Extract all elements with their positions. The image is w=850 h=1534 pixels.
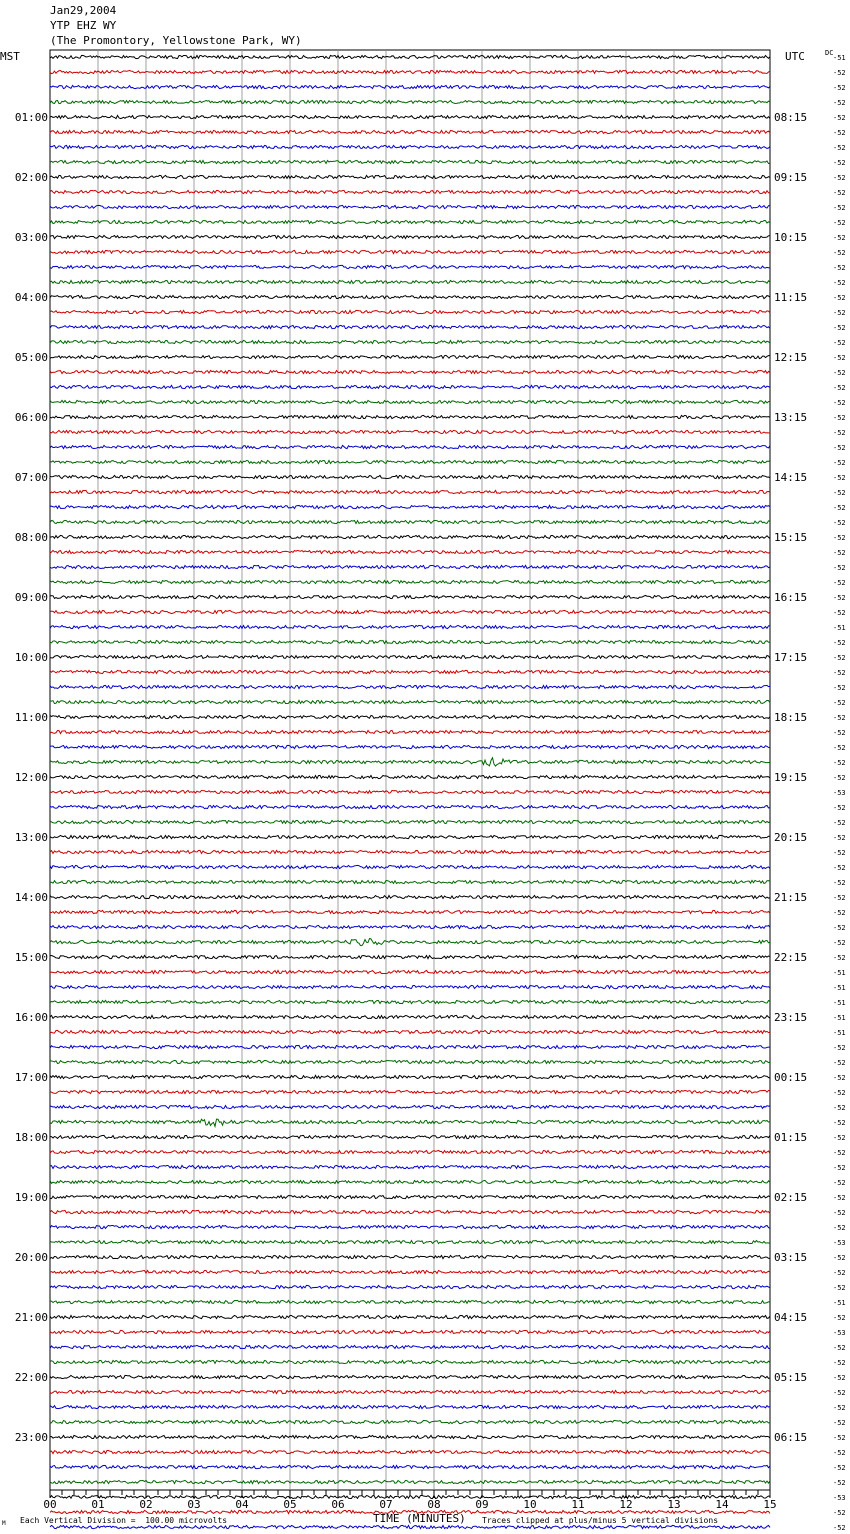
dc-offset-label: -52 — [833, 1464, 846, 1472]
right-hour-label: 16:15 — [774, 591, 808, 604]
trace-row — [50, 220, 770, 223]
trace-row — [50, 175, 770, 178]
trace-row — [50, 1030, 770, 1033]
trace-row — [50, 865, 770, 868]
trace-row — [50, 445, 770, 448]
trace-row — [50, 190, 770, 193]
dc-offset-label: -52 — [833, 369, 846, 377]
trace-row — [50, 1180, 770, 1183]
left-hour-label: 21:00 — [14, 1311, 48, 1324]
dc-offset-label: -52 — [833, 279, 846, 287]
dc-offset-label: -52 — [833, 249, 846, 257]
trace-row — [50, 850, 770, 853]
dc-offset-label: -52 — [833, 444, 846, 452]
trace-row — [50, 70, 770, 73]
left-hour-label: 14:00 — [14, 891, 48, 904]
right-hour-label: 06:15 — [774, 1431, 808, 1444]
x-tick-label: 02 — [139, 1498, 153, 1511]
trace-row — [50, 1255, 770, 1258]
dc-offset-label: -52 — [833, 1419, 846, 1427]
dc-offset-label: -52 — [833, 264, 846, 272]
dc-offset-label: -52 — [833, 594, 846, 602]
trace-row — [50, 955, 770, 958]
left-hour-label: 20:00 — [14, 1251, 48, 1264]
x-tick-label: 12 — [619, 1498, 633, 1511]
dc-offset-label: -52 — [833, 459, 846, 467]
dc-offset-label: -52 — [833, 819, 846, 827]
right-hour-label: 23:15 — [774, 1011, 808, 1024]
trace-row — [50, 939, 770, 946]
left-hour-label: 23:00 — [14, 1431, 48, 1444]
dc-offset-label: -52 — [833, 354, 846, 362]
trace-row — [50, 1135, 770, 1138]
dc-offset-label: -52 — [833, 519, 846, 527]
trace-row — [50, 1495, 770, 1498]
trace-row — [50, 730, 770, 733]
left-hour-label: 12:00 — [14, 771, 48, 784]
trace-row — [50, 385, 770, 388]
dc-offset-label: -52 — [833, 1479, 846, 1487]
dc-offset-label: -52 — [833, 609, 846, 617]
trace-row — [50, 1075, 770, 1078]
trace-row — [50, 115, 770, 118]
x-tick-label: 11 — [571, 1498, 585, 1511]
dc-offset-label: -52 — [833, 804, 846, 812]
trace-row — [50, 700, 770, 703]
dc-offset-label: -52 — [833, 654, 846, 662]
trace-row — [50, 1210, 770, 1213]
dc-offset-label: -51 — [833, 984, 846, 992]
trace-row — [50, 880, 770, 883]
trace-row — [50, 715, 770, 718]
trace-row — [50, 1420, 770, 1423]
trace-row — [50, 1165, 770, 1168]
trace-row — [50, 415, 770, 418]
trace-row — [50, 670, 770, 673]
trace-row — [50, 835, 770, 838]
trace-row — [50, 910, 770, 913]
trace-row — [50, 160, 770, 163]
trace-row — [50, 805, 770, 808]
trace-row — [50, 490, 770, 493]
dc-offset-label: -52 — [833, 699, 846, 707]
trace-row — [50, 1330, 770, 1333]
clip-note: Traces clipped at plus/minus 5 vertical divisions — [482, 1516, 719, 1525]
dc-offset-label: -52 — [833, 759, 846, 767]
dc-offset-label: -52 — [833, 144, 846, 152]
x-tick-label: 10 — [523, 1498, 537, 1511]
right-hour-label: 09:15 — [774, 171, 808, 184]
dc-offset-label: -52 — [833, 159, 846, 167]
dc-offset-label: -52 — [833, 1374, 846, 1382]
trace-row — [50, 355, 770, 358]
trace-row — [50, 1090, 770, 1093]
left-hour-label: 19:00 — [14, 1191, 48, 1204]
dc-offset-label: -52 — [833, 744, 846, 752]
left-hour-label: 04:00 — [14, 291, 48, 304]
trace-row — [50, 790, 770, 793]
right-hour-label: 13:15 — [774, 411, 808, 424]
x-tick-label: 06 — [331, 1498, 345, 1511]
trace-row — [50, 340, 770, 343]
dc-offset-label: -52 — [833, 1179, 846, 1187]
right-hour-label: 18:15 — [774, 711, 808, 724]
trace-row — [50, 130, 770, 133]
dc-offset-label: -52 — [833, 384, 846, 392]
x-tick-label: 00 — [43, 1498, 57, 1511]
right-hour-label: 15:15 — [774, 531, 808, 544]
trace-row — [50, 1000, 770, 1003]
x-tick-label: 07 — [379, 1498, 393, 1511]
trace-row — [50, 550, 770, 553]
trace-row — [50, 1045, 770, 1048]
trace-row — [50, 1119, 770, 1126]
trace-row — [50, 505, 770, 508]
dc-offset-label: -53 — [833, 1329, 846, 1337]
right-hour-label: 19:15 — [774, 771, 808, 784]
dc-offset-label: -52 — [833, 894, 846, 902]
trace-row — [50, 1270, 770, 1273]
dc-offset-label: -52 — [833, 1104, 846, 1112]
dc-offset-label: -51 — [833, 1299, 846, 1307]
dc-offset-label: -52 — [833, 1284, 846, 1292]
station-code: YTP EHZ WY — [50, 19, 117, 32]
right-hour-label: 03:15 — [774, 1251, 808, 1264]
dc-offset-label: -52 — [833, 114, 846, 122]
dc-offset-label: -52 — [833, 399, 846, 407]
dc-offset-label: -52 — [833, 729, 846, 737]
trace-row — [50, 460, 770, 463]
dc-offset-label: -52 — [833, 1434, 846, 1442]
right-hour-label: 08:15 — [774, 111, 808, 124]
trace-row — [50, 685, 770, 688]
trace-row — [50, 1015, 770, 1018]
dc-offset-label: -52 — [833, 1254, 846, 1262]
dc-offset-label: -52 — [833, 1119, 846, 1127]
trace-row — [50, 775, 770, 778]
dc-offset-label: -52 — [833, 534, 846, 542]
trace-row — [50, 1450, 770, 1453]
trace-row — [50, 745, 770, 748]
dc-offset-label: -52 — [833, 864, 846, 872]
trace-row — [50, 1345, 770, 1348]
dc-offset-label: -52 — [833, 204, 846, 212]
dc-offset-label: -52 — [833, 579, 846, 587]
trace-row — [50, 580, 770, 583]
x-tick-label: 04 — [235, 1498, 249, 1511]
left-axis-title: MST — [0, 50, 20, 63]
trace-row — [50, 55, 770, 58]
x-axis-label: TIME (MINUTES) — [373, 1512, 466, 1525]
trace-row — [50, 1390, 770, 1393]
left-hour-label: 08:00 — [14, 531, 48, 544]
dc-offset-label: -52 — [833, 234, 846, 242]
trace-row — [50, 250, 770, 253]
dc-offset-label: -53 — [833, 1494, 846, 1502]
right-hour-label: 20:15 — [774, 831, 808, 844]
dc-offset-label: -53 — [833, 1239, 846, 1247]
trace-row — [50, 1405, 770, 1408]
dc-offset-label: -52 — [833, 774, 846, 782]
right-hour-label: 02:15 — [774, 1191, 808, 1204]
x-tick-label: 05 — [283, 1498, 297, 1511]
dc-offset-label: -52 — [833, 669, 846, 677]
dc-offset-label: -52 — [833, 1404, 846, 1412]
dc-offset-label: -52 — [833, 1509, 846, 1517]
trace-row — [50, 235, 770, 238]
dc-offset-label: -52 — [833, 309, 846, 317]
dc-offset-label: -52 — [833, 294, 846, 302]
left-hour-label: 15:00 — [14, 951, 48, 964]
trace-row — [50, 1480, 770, 1483]
dc-offset-label: -52 — [833, 324, 846, 332]
dc-offset-label: -52 — [833, 954, 846, 962]
left-hour-label: 22:00 — [14, 1371, 48, 1384]
dc-offset-label: -52 — [833, 84, 846, 92]
trace-row — [50, 325, 770, 328]
trace-row — [50, 400, 770, 403]
left-hour-label: 07:00 — [14, 471, 48, 484]
x-tick-label: 13 — [667, 1498, 681, 1511]
left-hour-label: 01:00 — [14, 111, 48, 124]
dc-offset-label: -52 — [833, 189, 846, 197]
dc-offset-label: -52 — [833, 684, 846, 692]
left-hour-label: 18:00 — [14, 1131, 48, 1144]
dc-offset-label: -52 — [833, 1194, 846, 1202]
trace-row — [50, 1360, 770, 1363]
x-tick-label: 15 — [763, 1498, 777, 1511]
trace-row — [50, 145, 770, 148]
dc-offset-label: -52 — [833, 849, 846, 857]
left-hour-label: 17:00 — [14, 1071, 48, 1084]
trace-row — [50, 1060, 770, 1063]
x-tick-label: 09 — [475, 1498, 489, 1511]
trace-row — [50, 1240, 770, 1243]
right-hour-label: 11:15 — [774, 291, 808, 304]
x-tick-label: 08 — [427, 1498, 441, 1511]
trace-row — [50, 655, 770, 658]
trace-row — [50, 535, 770, 538]
corner-mark: M — [2, 1520, 6, 1527]
right-hour-label: 05:15 — [774, 1371, 808, 1384]
trace-row — [50, 895, 770, 898]
dc-offset-label: -52 — [833, 564, 846, 572]
dc-offset-label: -52 — [833, 924, 846, 932]
dc-offset-label: -52 — [833, 414, 846, 422]
dc-offset-label: -52 — [833, 219, 846, 227]
dc-offset-label: -52 — [833, 339, 846, 347]
trace-row — [50, 310, 770, 313]
right-hour-label: 12:15 — [774, 351, 808, 364]
dc-offset-label: -52 — [833, 69, 846, 77]
trace-row — [50, 640, 770, 643]
right-hour-label: 01:15 — [774, 1131, 808, 1144]
right-hour-label: 00:15 — [774, 1071, 808, 1084]
left-hour-label: 03:00 — [14, 231, 48, 244]
dc-offset-label: -52 — [833, 834, 846, 842]
trace-row — [50, 295, 770, 298]
trace-row — [50, 370, 770, 373]
trace-row — [50, 610, 770, 613]
trace-row — [50, 1225, 770, 1228]
trace-row — [50, 758, 770, 766]
dc-label: DC — [825, 49, 834, 57]
trace-row — [50, 1195, 770, 1198]
dc-offset-label: -52 — [833, 549, 846, 557]
dc-offset-label: -52 — [833, 639, 846, 647]
dc-offset-label: -52 — [833, 714, 846, 722]
dc-offset-label: -52 — [833, 1074, 846, 1082]
trace-row — [50, 265, 770, 268]
right-hour-label: 14:15 — [774, 471, 808, 484]
dc-offset-label: -52 — [833, 939, 846, 947]
right-hour-label: 21:15 — [774, 891, 808, 904]
left-hour-label: 05:00 — [14, 351, 48, 364]
right-axis-title: UTC — [785, 50, 805, 63]
dc-offset-label: -51 — [833, 969, 846, 977]
dc-offset-label: -53 — [833, 789, 846, 797]
dc-offset-label: -52 — [833, 1089, 846, 1097]
x-tick-label: 14 — [715, 1498, 729, 1511]
dc-offset-label: -52 — [833, 909, 846, 917]
dc-offset-label: -52 — [833, 489, 846, 497]
station-location: (The Promontory, Yellowstone Park, WY) — [50, 34, 302, 47]
dc-offset-label: -52 — [833, 99, 846, 107]
x-tick-label: 01 — [91, 1498, 105, 1511]
trace-row — [50, 85, 770, 88]
trace-row — [50, 280, 770, 283]
dc-offset-label: -51 — [833, 54, 846, 62]
dc-offset-label: -52 — [833, 1389, 846, 1397]
dc-offset-label: -52 — [833, 1524, 846, 1532]
dc-offset-label: -52 — [833, 504, 846, 512]
trace-row — [50, 970, 770, 973]
right-hour-label: 22:15 — [774, 951, 808, 964]
left-hour-label: 16:00 — [14, 1011, 48, 1024]
left-hour-label: 13:00 — [14, 831, 48, 844]
dc-offset-label: -51 — [833, 999, 846, 1007]
trace-row — [50, 100, 770, 103]
trace-row — [50, 1375, 770, 1378]
trace-row — [50, 985, 770, 988]
trace-row — [50, 1465, 770, 1468]
dc-offset-label: -52 — [833, 174, 846, 182]
dc-offset-label: -52 — [833, 1314, 846, 1322]
dc-offset-label: -52 — [833, 474, 846, 482]
dc-offset-label: -52 — [833, 1269, 846, 1277]
trace-row — [50, 1300, 770, 1303]
dc-offset-label: -51 — [833, 1014, 846, 1022]
dc-offset-label: -52 — [833, 1044, 846, 1052]
trace-row — [50, 1285, 770, 1288]
plot-date: Jan29,2004 — [50, 4, 117, 17]
trace-row — [50, 1105, 770, 1108]
dc-offset-label: -52 — [833, 129, 846, 137]
dc-offset-label: -52 — [833, 1149, 846, 1157]
dc-offset-label: -52 — [833, 1134, 846, 1142]
trace-row — [50, 430, 770, 433]
trace-row — [50, 1435, 770, 1438]
x-tick-label: 03 — [187, 1498, 201, 1511]
trace-row — [50, 820, 770, 823]
trace-row — [50, 520, 770, 523]
dc-offset-label: -52 — [833, 1359, 846, 1367]
dc-offset-label: -52 — [833, 1209, 846, 1217]
dc-offset-label: -52 — [833, 429, 846, 437]
left-hour-label: 06:00 — [14, 411, 48, 424]
right-hour-label: 04:15 — [774, 1311, 808, 1324]
trace-row — [50, 1150, 770, 1153]
trace-row — [50, 1315, 770, 1318]
left-hour-label: 09:00 — [14, 591, 48, 604]
trace-row — [50, 925, 770, 928]
trace-row — [50, 595, 770, 598]
trace-row — [50, 625, 770, 628]
dc-offset-label: -52 — [833, 879, 846, 887]
dc-offset-label: -51 — [833, 624, 846, 632]
dc-offset-label: -52 — [833, 1344, 846, 1352]
dc-offset-label: -52 — [833, 1449, 846, 1457]
dc-offset-label: -52 — [833, 1224, 846, 1232]
trace-row — [50, 565, 770, 568]
scale-note: Each Vertical Division = 100.00 microvolts — [20, 1516, 228, 1525]
left-hour-label: 10:00 — [14, 651, 48, 664]
dc-offset-label: -52 — [833, 1164, 846, 1172]
left-hour-label: 02:00 — [14, 171, 48, 184]
trace-row — [50, 205, 770, 208]
dc-offset-label: -51 — [833, 1029, 846, 1037]
left-hour-label: 11:00 — [14, 711, 48, 724]
dc-offset-label: -52 — [833, 1059, 846, 1067]
trace-row — [50, 475, 770, 478]
right-hour-label: 10:15 — [774, 231, 808, 244]
right-hour-label: 17:15 — [774, 651, 808, 664]
